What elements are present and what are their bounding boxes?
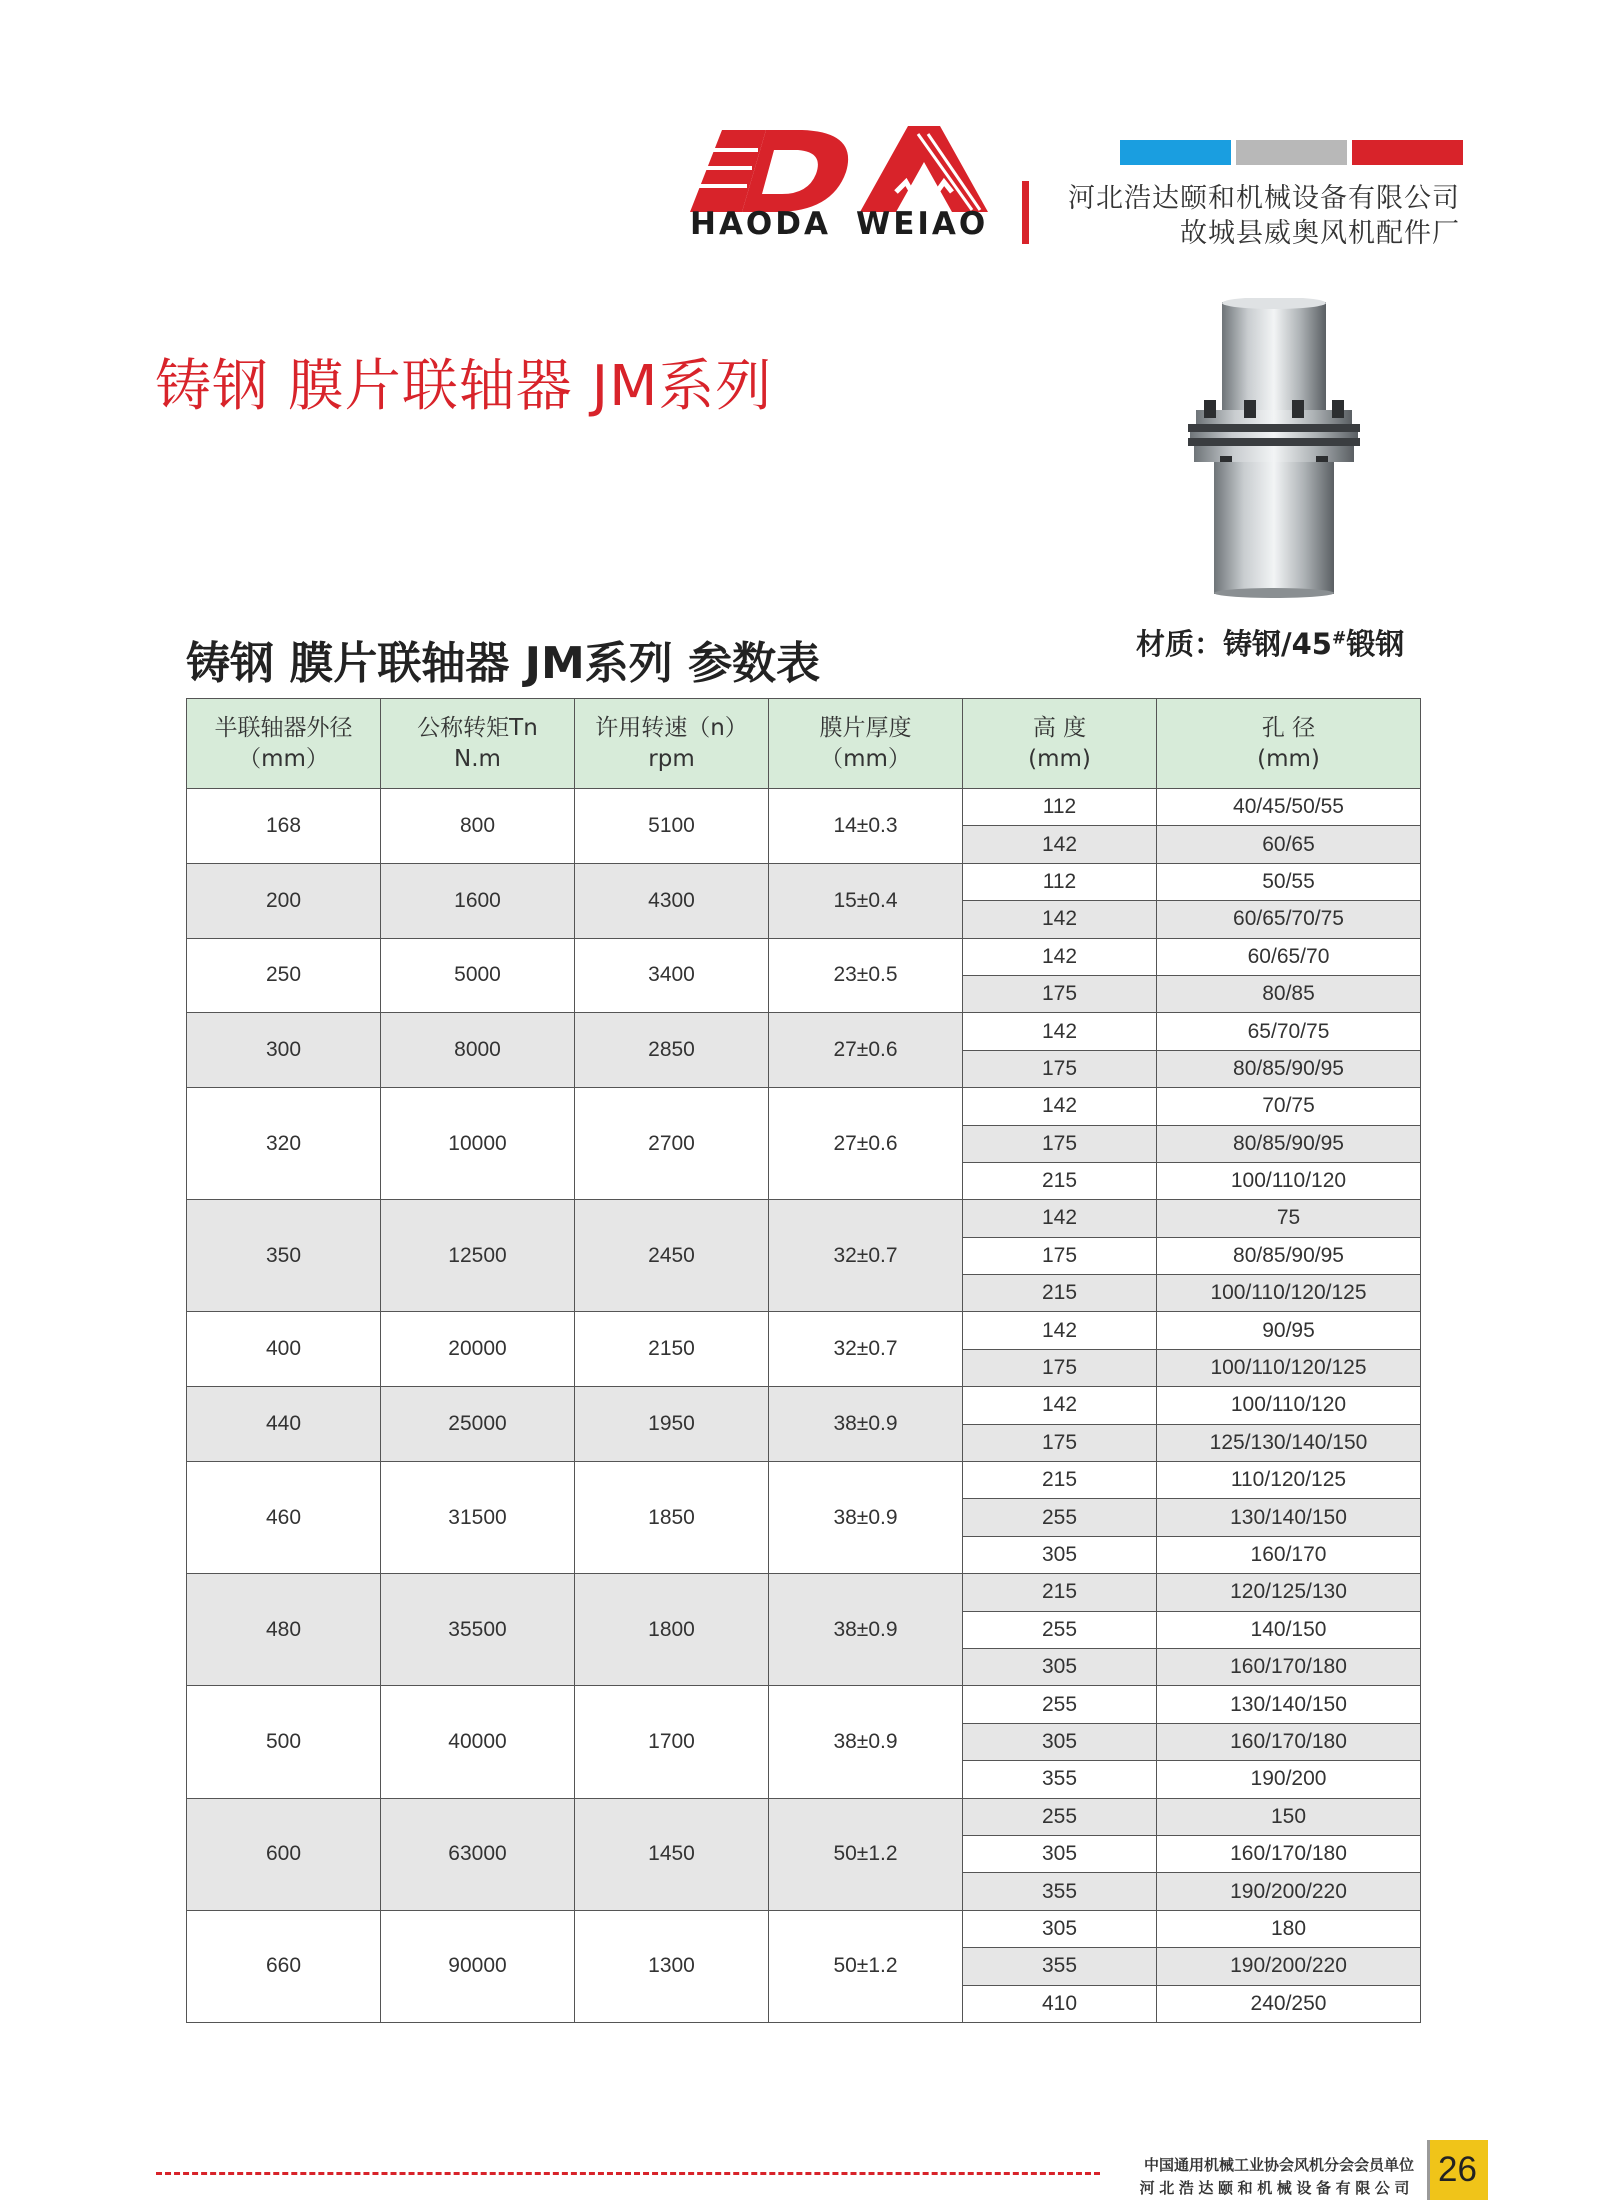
page-number-strip — [1427, 2140, 1430, 2200]
cell-height: 175 — [963, 975, 1157, 1012]
col-header-diameter — [187, 699, 381, 789]
cell-height: 215 — [963, 1574, 1157, 1611]
cell-bore: 70/75 — [1157, 1088, 1421, 1125]
cell-diameter: 660 — [187, 1910, 381, 2022]
color-bar-blue — [1120, 140, 1231, 165]
col-header-bore-label: 孔 径 — [1261, 714, 1316, 741]
col-header-torque — [381, 699, 575, 789]
spec-table — [186, 698, 1421, 2023]
cell-speed: 4300 — [575, 863, 769, 938]
cell-torque: 5000 — [381, 938, 575, 1013]
cell-bore: 80/85/90/95 — [1157, 1237, 1421, 1274]
col-header-height-unit: (mm) — [1028, 745, 1091, 772]
cell-bore: 40/45/50/55 — [1157, 789, 1421, 826]
spec-table-body — [187, 789, 1421, 2023]
cell-height: 175 — [963, 1349, 1157, 1386]
cell-thickness: 14±0.3 — [769, 789, 963, 864]
cell-torque: 35500 — [381, 1574, 575, 1686]
page-title: 铸钢 膜片联轴器 JM系列 — [155, 354, 773, 419]
table-row — [187, 863, 1421, 900]
table-row — [187, 1910, 1421, 1947]
table-row — [187, 1686, 1421, 1723]
cell-bore: 190/200/220 — [1157, 1873, 1421, 1910]
col-header-torque-label: 公称转矩Tn — [417, 714, 538, 741]
cell-bore: 80/85/90/95 — [1157, 1050, 1421, 1087]
cell-height: 142 — [963, 826, 1157, 863]
logo-text-haoda: HAODA — [690, 206, 832, 242]
cell-bore: 100/110/120/125 — [1157, 1275, 1421, 1312]
cell-diameter: 440 — [187, 1387, 381, 1462]
cell-torque: 20000 — [381, 1312, 575, 1387]
cell-height: 215 — [963, 1462, 1157, 1499]
cell-height: 355 — [963, 1761, 1157, 1798]
cell-bore: 80/85 — [1157, 975, 1421, 1012]
table-row — [187, 1574, 1421, 1611]
cell-height: 175 — [963, 1125, 1157, 1162]
coupling-photo — [1174, 298, 1374, 598]
cell-speed: 2150 — [575, 1312, 769, 1387]
color-bars — [1120, 140, 1463, 165]
cell-thickness: 32±0.7 — [769, 1312, 963, 1387]
col-header-bore — [1157, 699, 1421, 789]
material-superscript: # — [1331, 628, 1347, 649]
cell-bore: 90/95 — [1157, 1312, 1421, 1349]
cell-diameter: 500 — [187, 1686, 381, 1798]
table-header-row — [187, 699, 1421, 789]
cell-speed: 3400 — [575, 938, 769, 1013]
cell-height: 175 — [963, 1237, 1157, 1274]
cell-diameter: 350 — [187, 1200, 381, 1312]
cell-torque: 12500 — [381, 1200, 575, 1312]
cell-diameter: 460 — [187, 1462, 381, 1574]
cell-bore: 60/65 — [1157, 826, 1421, 863]
cell-bore: 65/70/75 — [1157, 1013, 1421, 1050]
cell-height: 215 — [963, 1162, 1157, 1199]
table-row — [187, 789, 1421, 826]
cell-bore: 100/110/120 — [1157, 1162, 1421, 1199]
cell-height: 305 — [963, 1723, 1157, 1760]
cell-thickness: 23±0.5 — [769, 938, 963, 1013]
cell-torque: 800 — [381, 789, 575, 864]
cell-height: 175 — [963, 1050, 1157, 1087]
table-row — [187, 1013, 1421, 1050]
cell-diameter: 400 — [187, 1312, 381, 1387]
cell-height: 355 — [963, 1873, 1157, 1910]
cell-bore: 125/130/140/150 — [1157, 1424, 1421, 1461]
cell-thickness: 32±0.7 — [769, 1200, 963, 1312]
cell-bore: 190/200/220 — [1157, 1948, 1421, 1985]
cell-torque: 1600 — [381, 863, 575, 938]
cell-height: 112 — [963, 789, 1157, 826]
cell-speed: 1950 — [575, 1387, 769, 1462]
cell-height: 305 — [963, 1536, 1157, 1573]
table-row — [187, 1200, 1421, 1237]
col-header-thickness-label: 膜片厚度 — [819, 714, 912, 741]
cell-thickness: 38±0.9 — [769, 1462, 963, 1574]
cell-bore: 80/85/90/95 — [1157, 1125, 1421, 1162]
cell-bore: 75 — [1157, 1200, 1421, 1237]
cell-height: 305 — [963, 1835, 1157, 1872]
cell-height: 142 — [963, 1088, 1157, 1125]
cell-bore: 130/140/150 — [1157, 1499, 1421, 1536]
cell-height: 355 — [963, 1948, 1157, 1985]
col-header-speed — [575, 699, 769, 789]
cell-bore: 180 — [1157, 1910, 1421, 1947]
cell-height: 255 — [963, 1611, 1157, 1648]
header-divider — [1022, 181, 1029, 244]
cell-bore: 60/65/70 — [1157, 938, 1421, 975]
cell-torque: 63000 — [381, 1798, 575, 1910]
cell-bore: 160/170/180 — [1157, 1835, 1421, 1872]
cell-bore: 100/110/120/125 — [1157, 1349, 1421, 1386]
cell-thickness: 50±1.2 — [769, 1910, 963, 2022]
table-row — [187, 1312, 1421, 1349]
logo-text-weiao: WEIAO — [856, 206, 989, 242]
cell-torque: 40000 — [381, 1686, 575, 1798]
cell-diameter: 168 — [187, 789, 381, 864]
cell-thickness: 27±0.6 — [769, 1088, 963, 1200]
cell-height: 305 — [963, 1910, 1157, 1947]
col-header-diameter-unit: （mm） — [238, 745, 329, 772]
cell-bore: 160/170/180 — [1157, 1723, 1421, 1760]
cell-diameter: 250 — [187, 938, 381, 1013]
cell-bore: 110/120/125 — [1157, 1462, 1421, 1499]
color-bar-gray — [1236, 140, 1347, 165]
cell-height: 142 — [963, 1013, 1157, 1050]
cell-height: 305 — [963, 1648, 1157, 1685]
col-header-bore-unit: (mm) — [1257, 745, 1320, 772]
company-name-1: 河北浩达颐和机械设备有限公司 — [1068, 183, 1460, 214]
cell-speed: 5100 — [575, 789, 769, 864]
cell-bore: 240/250 — [1157, 1985, 1421, 2022]
cell-speed: 1300 — [575, 1910, 769, 2022]
color-bar-red — [1352, 140, 1463, 165]
cell-height: 175 — [963, 1424, 1157, 1461]
cell-torque: 8000 — [381, 1013, 575, 1088]
col-header-speed-unit: rpm — [648, 745, 695, 772]
table-title: 铸钢 膜片联轴器 JM系列 参数表 — [186, 638, 821, 689]
cell-height: 255 — [963, 1686, 1157, 1723]
table-row — [187, 1088, 1421, 1125]
cell-bore: 130/140/150 — [1157, 1686, 1421, 1723]
col-header-thickness-unit: （mm） — [820, 745, 911, 772]
table-row — [187, 938, 1421, 975]
cell-torque: 31500 — [381, 1462, 575, 1574]
cell-height: 215 — [963, 1275, 1157, 1312]
col-header-diameter-label: 半联轴器外径 — [214, 714, 353, 741]
cell-diameter: 320 — [187, 1088, 381, 1200]
cell-height: 142 — [963, 938, 1157, 975]
cell-bore: 140/150 — [1157, 1611, 1421, 1648]
cell-thickness: 50±1.2 — [769, 1798, 963, 1910]
table-row — [187, 1462, 1421, 1499]
col-header-speed-label: 许用转速（n） — [595, 714, 748, 741]
page-number: 26 — [1427, 2140, 1488, 2200]
cell-height: 142 — [963, 1200, 1157, 1237]
cell-speed: 1700 — [575, 1686, 769, 1798]
company-name-2: 故城县威奥风机配件厂 — [1180, 218, 1460, 249]
material-note — [1136, 622, 1404, 663]
cell-speed: 1850 — [575, 1462, 769, 1574]
cell-height: 255 — [963, 1499, 1157, 1536]
cell-thickness: 38±0.9 — [769, 1686, 963, 1798]
cell-speed: 2450 — [575, 1200, 769, 1312]
cell-speed: 1450 — [575, 1798, 769, 1910]
cell-speed: 1800 — [575, 1574, 769, 1686]
cell-torque: 10000 — [381, 1088, 575, 1200]
col-header-height — [963, 699, 1157, 789]
footer-dashed-line — [156, 2172, 1100, 2175]
cell-height: 142 — [963, 1387, 1157, 1424]
cell-bore: 160/170 — [1157, 1536, 1421, 1573]
cell-height: 255 — [963, 1798, 1157, 1835]
cell-thickness: 27±0.6 — [769, 1013, 963, 1088]
cell-height: 112 — [963, 863, 1157, 900]
cell-height: 142 — [963, 901, 1157, 938]
cell-torque: 25000 — [381, 1387, 575, 1462]
cell-diameter: 600 — [187, 1798, 381, 1910]
table-row — [187, 1798, 1421, 1835]
cell-diameter: 200 — [187, 863, 381, 938]
cell-bore: 160/170/180 — [1157, 1648, 1421, 1685]
table-row — [187, 1387, 1421, 1424]
material-suffix: 锻钢 — [1346, 627, 1405, 661]
cell-diameter: 300 — [187, 1013, 381, 1088]
cell-bore: 190/200 — [1157, 1761, 1421, 1798]
cell-bore: 60/65/70/75 — [1157, 901, 1421, 938]
col-header-thickness — [769, 699, 963, 789]
cell-thickness: 38±0.9 — [769, 1387, 963, 1462]
cell-height: 142 — [963, 1312, 1157, 1349]
cell-thickness: 38±0.9 — [769, 1574, 963, 1686]
col-header-torque-unit: N.m — [454, 745, 501, 772]
cell-bore: 100/110/120 — [1157, 1387, 1421, 1424]
cell-diameter: 480 — [187, 1574, 381, 1686]
cell-torque: 90000 — [381, 1910, 575, 2022]
cell-bore: 120/125/130 — [1157, 1574, 1421, 1611]
cell-bore: 150 — [1157, 1798, 1421, 1835]
footer-company: 河北浩达颐和机械设备有限公司 — [1139, 2179, 1414, 2197]
cell-speed: 2700 — [575, 1088, 769, 1200]
material-label: 材质：铸钢/45 — [1136, 627, 1332, 661]
cell-thickness: 15±0.4 — [769, 863, 963, 938]
cell-speed: 2850 — [575, 1013, 769, 1088]
col-header-height-label: 高 度 — [1032, 714, 1087, 741]
cell-height: 410 — [963, 1985, 1157, 2022]
cell-bore: 50/55 — [1157, 863, 1421, 900]
footer-association: 中国通用机械工业协会风机分会会员单位 — [1143, 2156, 1414, 2174]
